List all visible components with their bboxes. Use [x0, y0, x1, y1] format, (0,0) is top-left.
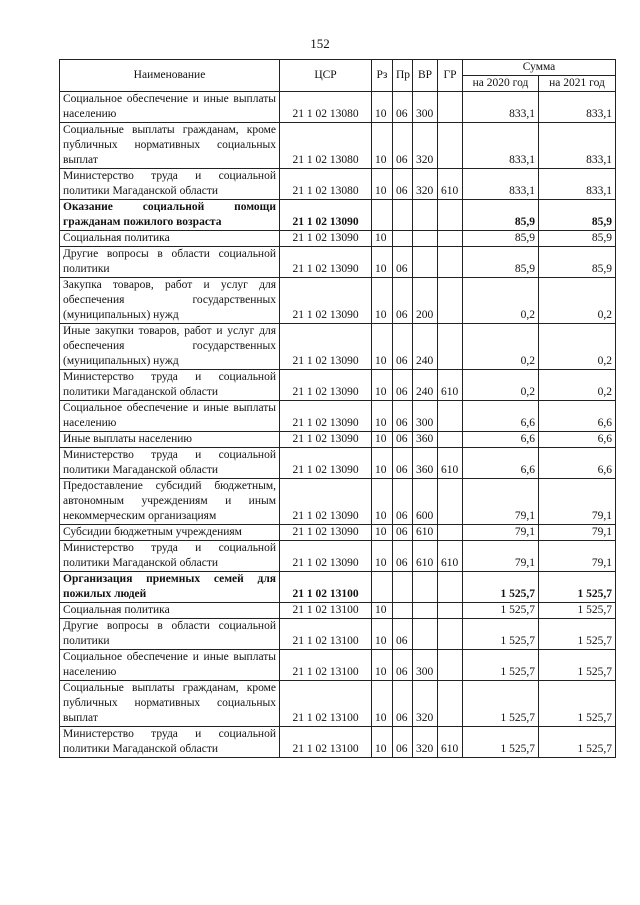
- row-sum-2021: 0,2: [539, 324, 616, 370]
- row-vr: 610: [413, 525, 438, 541]
- row-rz: 10: [372, 278, 393, 324]
- table-row: [60, 123, 616, 169]
- row-sum-2021: 79,1: [539, 525, 616, 541]
- table-row: [60, 370, 616, 401]
- row-name: Социальные выплаты гражданам, кроме публичных нормативных социальных выплат: [60, 123, 280, 169]
- row-vr: 610: [413, 541, 438, 572]
- row-vr: 320: [413, 681, 438, 727]
- row-sum-2021: 1 525,7: [539, 572, 616, 603]
- row-sum-2021: 1 525,7: [539, 619, 616, 650]
- table-row: [60, 681, 616, 727]
- header-name: Наименование: [60, 60, 280, 92]
- row-sum-2020: 1 525,7: [463, 727, 539, 758]
- header-2021: на 2021 год: [539, 76, 616, 92]
- row-pr: 06: [393, 401, 413, 432]
- row-vr: 300: [413, 401, 438, 432]
- table-row: [60, 727, 616, 758]
- row-gr: [438, 324, 463, 370]
- row-sum-2021: 833,1: [539, 123, 616, 169]
- row-sum-2021: 79,1: [539, 479, 616, 525]
- row-gr: [438, 231, 463, 247]
- row-vr: 360: [413, 432, 438, 448]
- row-sum-2020: 6,6: [463, 401, 539, 432]
- row-pr: 06: [393, 169, 413, 200]
- row-csr: 21 1 02 13100: [280, 650, 372, 681]
- row-rz: 10: [372, 448, 393, 479]
- row-gr: 610: [438, 541, 463, 572]
- row-rz: 10: [372, 727, 393, 758]
- header-sum: Сумма: [463, 60, 616, 76]
- row-vr: 200: [413, 278, 438, 324]
- row-csr: 21 1 02 13090: [280, 479, 372, 525]
- row-csr: 21 1 02 13090: [280, 401, 372, 432]
- row-sum-2021: 6,6: [539, 448, 616, 479]
- row-sum-2020: 6,6: [463, 432, 539, 448]
- header-2020: на 2020 год: [463, 76, 539, 92]
- row-vr: 300: [413, 650, 438, 681]
- row-sum-2020: 6,6: [463, 448, 539, 479]
- row-csr: 21 1 02 13080: [280, 92, 372, 123]
- row-sum-2021: 1 525,7: [539, 681, 616, 727]
- row-name: Субсидии бюджетным учреждениям: [60, 525, 280, 541]
- row-pr: 06: [393, 650, 413, 681]
- row-csr: 21 1 02 13100: [280, 603, 372, 619]
- row-rz: 10: [372, 619, 393, 650]
- row-name: Закупка товаров, работ и услуг для обеспечения государственных (муниципальных) нужд: [60, 278, 280, 324]
- row-name: Предоставление субсидий бюджетным, автономным учреждениям и иным некоммерческим организациям: [60, 479, 280, 525]
- row-sum-2021: 0,2: [539, 278, 616, 324]
- row-rz: 10: [372, 231, 393, 247]
- row-sum-2021: 833,1: [539, 169, 616, 200]
- row-sum-2020: 1 525,7: [463, 572, 539, 603]
- row-sum-2020: 833,1: [463, 123, 539, 169]
- row-pr: 06: [393, 479, 413, 525]
- table-row: [60, 324, 616, 370]
- row-pr: 06: [393, 619, 413, 650]
- table-row: [60, 92, 616, 123]
- table-row: [60, 432, 616, 448]
- row-rz: 10: [372, 525, 393, 541]
- row-gr: 610: [438, 448, 463, 479]
- row-sum-2021: 0,2: [539, 370, 616, 401]
- row-sum-2020: 0,2: [463, 324, 539, 370]
- row-vr: 320: [413, 169, 438, 200]
- table-row: [60, 448, 616, 479]
- row-pr: 06: [393, 324, 413, 370]
- row-csr: 21 1 02 13100: [280, 572, 372, 603]
- table-row: [60, 169, 616, 200]
- row-vr: [413, 231, 438, 247]
- row-rz: 10: [372, 169, 393, 200]
- row-gr: [438, 479, 463, 525]
- row-name: Министерство труда и социальной политики Магаданской области: [60, 370, 280, 401]
- row-csr: 21 1 02 13090: [280, 370, 372, 401]
- table-row: [60, 603, 616, 619]
- row-rz: 10: [372, 432, 393, 448]
- header-vr: ВР: [413, 60, 438, 92]
- row-pr: 06: [393, 448, 413, 479]
- row-pr: [393, 231, 413, 247]
- row-csr: 21 1 02 13090: [280, 247, 372, 278]
- row-gr: [438, 603, 463, 619]
- row-sum-2021: 79,1: [539, 541, 616, 572]
- row-sum-2021: 6,6: [539, 432, 616, 448]
- row-sum-2020: 1 525,7: [463, 619, 539, 650]
- row-csr: 21 1 02 13090: [280, 541, 372, 572]
- row-name: Социальное обеспечение и иные выплаты населению: [60, 92, 280, 123]
- row-gr: [438, 200, 463, 231]
- row-rz: [372, 200, 393, 231]
- row-rz: 10: [372, 92, 393, 123]
- row-sum-2021: 833,1: [539, 92, 616, 123]
- row-name: Министерство труда и социальной политики Магаданской области: [60, 541, 280, 572]
- budget-table: [59, 59, 616, 758]
- row-csr: 21 1 02 13090: [280, 278, 372, 324]
- row-pr: [393, 200, 413, 231]
- header-csr: ЦСР: [280, 60, 372, 92]
- row-pr: [393, 572, 413, 603]
- row-name: Социальное обеспечение и иные выплаты населению: [60, 401, 280, 432]
- row-sum-2021: 85,9: [539, 200, 616, 231]
- table-row: [60, 541, 616, 572]
- table-row: [60, 200, 616, 231]
- row-vr: [413, 603, 438, 619]
- table-row: [60, 479, 616, 525]
- table-row: [60, 247, 616, 278]
- row-sum-2021: 6,6: [539, 401, 616, 432]
- row-name: Иные выплаты населению: [60, 432, 280, 448]
- row-vr: 320: [413, 123, 438, 169]
- row-vr: 320: [413, 727, 438, 758]
- row-pr: 06: [393, 92, 413, 123]
- row-gr: [438, 278, 463, 324]
- row-vr: 300: [413, 92, 438, 123]
- row-name: Оказание социальной помощи гражданам пожилого возраста: [60, 200, 280, 231]
- row-csr: 21 1 02 13090: [280, 324, 372, 370]
- row-pr: [393, 603, 413, 619]
- row-name: Министерство труда и социальной политики Магаданской области: [60, 448, 280, 479]
- row-rz: 10: [372, 479, 393, 525]
- row-rz: 10: [372, 370, 393, 401]
- row-csr: 21 1 02 13100: [280, 727, 372, 758]
- row-name: Социальное обеспечение и иные выплаты населению: [60, 650, 280, 681]
- row-sum-2021: 85,9: [539, 247, 616, 278]
- row-csr: 21 1 02 13090: [280, 231, 372, 247]
- row-gr: 610: [438, 169, 463, 200]
- header-rz: Рз: [372, 60, 393, 92]
- row-name: Иные закупки товаров, работ и услуг для обеспечения государственных (муниципальных) нужд: [60, 324, 280, 370]
- row-pr: 06: [393, 432, 413, 448]
- row-name: Министерство труда и социальной политики Магаданской области: [60, 727, 280, 758]
- row-vr: 600: [413, 479, 438, 525]
- table-row: [60, 525, 616, 541]
- row-gr: [438, 123, 463, 169]
- row-rz: 10: [372, 123, 393, 169]
- table-row: [60, 619, 616, 650]
- row-sum-2020: 833,1: [463, 92, 539, 123]
- row-gr: [438, 247, 463, 278]
- row-vr: [413, 247, 438, 278]
- row-name: Министерство труда и социальной политики Магаданской области: [60, 169, 280, 200]
- row-rz: 10: [372, 401, 393, 432]
- row-sum-2020: 79,1: [463, 479, 539, 525]
- row-sum-2020: 0,2: [463, 370, 539, 401]
- row-rz: 10: [372, 247, 393, 278]
- row-pr: 06: [393, 370, 413, 401]
- page-number: 152: [310, 36, 330, 51]
- row-rz: 10: [372, 603, 393, 619]
- row-vr: [413, 619, 438, 650]
- row-pr: 06: [393, 541, 413, 572]
- row-rz: 10: [372, 650, 393, 681]
- row-sum-2021: 1 525,7: [539, 727, 616, 758]
- row-csr: 21 1 02 13090: [280, 448, 372, 479]
- table-row: [60, 650, 616, 681]
- row-gr: [438, 92, 463, 123]
- row-pr: 06: [393, 525, 413, 541]
- row-sum-2020: 85,9: [463, 247, 539, 278]
- row-sum-2020: 79,1: [463, 525, 539, 541]
- row-pr: 06: [393, 727, 413, 758]
- row-sum-2020: 79,1: [463, 541, 539, 572]
- row-name: Социальные выплаты гражданам, кроме публичных нормативных социальных выплат: [60, 681, 280, 727]
- row-rz: 10: [372, 681, 393, 727]
- table-row: [60, 231, 616, 247]
- row-pr: 06: [393, 123, 413, 169]
- table-row: [60, 572, 616, 603]
- row-gr: [438, 525, 463, 541]
- row-rz: 10: [372, 324, 393, 370]
- row-sum-2021: 85,9: [539, 231, 616, 247]
- row-vr: 360: [413, 448, 438, 479]
- row-name: Другие вопросы в области социальной политики: [60, 619, 280, 650]
- row-gr: [438, 432, 463, 448]
- row-pr: 06: [393, 681, 413, 727]
- header-pr: Пр: [393, 60, 413, 92]
- row-gr: 610: [438, 370, 463, 401]
- row-sum-2020: 1 525,7: [463, 650, 539, 681]
- row-gr: [438, 619, 463, 650]
- row-gr: [438, 401, 463, 432]
- row-sum-2020: 1 525,7: [463, 603, 539, 619]
- row-gr: 610: [438, 727, 463, 758]
- row-name: Социальная политика: [60, 231, 280, 247]
- row-sum-2021: 1 525,7: [539, 650, 616, 681]
- row-csr: 21 1 02 13080: [280, 123, 372, 169]
- row-gr: [438, 650, 463, 681]
- row-sum-2020: 0,2: [463, 278, 539, 324]
- row-rz: 10: [372, 541, 393, 572]
- row-name: Социальная политика: [60, 603, 280, 619]
- row-sum-2020: 1 525,7: [463, 681, 539, 727]
- row-name: Другие вопросы в области социальной политики: [60, 247, 280, 278]
- row-gr: [438, 681, 463, 727]
- row-vr: [413, 200, 438, 231]
- header-gr: ГР: [438, 60, 463, 92]
- row-pr: 06: [393, 278, 413, 324]
- row-vr: 240: [413, 370, 438, 401]
- row-csr: 21 1 02 13100: [280, 619, 372, 650]
- row-csr: 21 1 02 13090: [280, 432, 372, 448]
- row-sum-2020: 85,9: [463, 231, 539, 247]
- row-vr: 240: [413, 324, 438, 370]
- row-csr: 21 1 02 13090: [280, 525, 372, 541]
- row-csr: 21 1 02 13090: [280, 200, 372, 231]
- row-csr: 21 1 02 13100: [280, 681, 372, 727]
- row-vr: [413, 572, 438, 603]
- row-pr: 06: [393, 247, 413, 278]
- table-row: [60, 278, 616, 324]
- row-csr: 21 1 02 13080: [280, 169, 372, 200]
- table-row: [60, 401, 616, 432]
- row-gr: [438, 572, 463, 603]
- row-sum-2021: 1 525,7: [539, 603, 616, 619]
- row-sum-2020: 833,1: [463, 169, 539, 200]
- row-sum-2020: 85,9: [463, 200, 539, 231]
- row-name: Организация приемных семей для пожилых людей: [60, 572, 280, 603]
- row-rz: [372, 572, 393, 603]
